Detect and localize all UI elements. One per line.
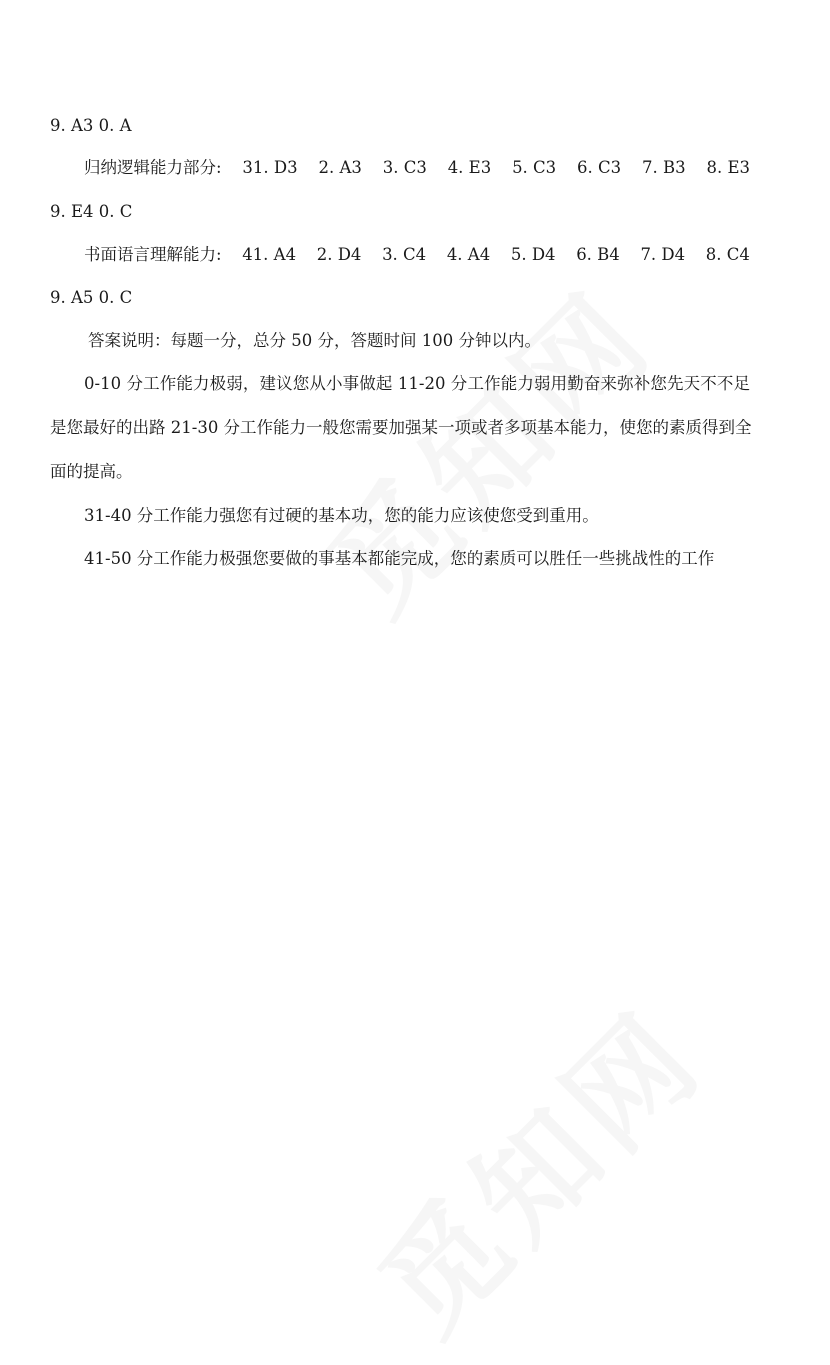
answer-item: 5. C3 bbox=[512, 158, 557, 177]
score-paragraph-line: 面的提高。 bbox=[50, 462, 133, 481]
answer-line: 9. A5 0. C bbox=[50, 288, 133, 307]
answer-item: 7. B3 bbox=[642, 158, 686, 177]
answer-item: 3. C3 bbox=[382, 158, 427, 177]
answer-line: 9. A3 0. A bbox=[50, 116, 132, 135]
score-paragraph-line: 0-10 分工作能力极弱，建议您从小事做起 11-20 分工作能力弱用勤奋来弥补您先天不不足 bbox=[84, 374, 750, 393]
inductive-answers-row bbox=[84, 158, 750, 178]
score-paragraph: 41-50 分工作能力极强您要做的事基本都能完成，您的素质可以胜任一些挑战性的工作 bbox=[84, 549, 715, 568]
answer-item: 2. D4 bbox=[316, 245, 362, 264]
answer-explanation: 答案说明：每题一分，总分 50 分，答题时间 100 分钟以内。 bbox=[88, 331, 541, 350]
answer-item: 4. A4 bbox=[446, 245, 491, 264]
answer-item: 41. A4 bbox=[242, 245, 297, 264]
answer-item: 6. C3 bbox=[577, 158, 622, 177]
answer-line: 9. E4 0. C bbox=[50, 202, 133, 221]
answer-item: 7. D4 bbox=[640, 245, 686, 264]
section-label: 归纳逻辑能力部分: bbox=[84, 158, 222, 177]
answer-item: 3. C4 bbox=[382, 245, 427, 264]
answer-item: 2. A3 bbox=[318, 158, 362, 177]
answer-item: 8. E3 bbox=[706, 158, 750, 177]
answer-item: 31. D3 bbox=[242, 158, 298, 177]
score-paragraph-line: 是您最好的出路 21-30 分工作能力一般您需要加强某一项或者多项基本能力，使您的素质得到全 bbox=[50, 418, 752, 437]
answer-item: 6. B4 bbox=[576, 245, 620, 264]
written-answers-row bbox=[84, 245, 750, 265]
watermark bbox=[336, 967, 733, 1364]
answer-item: 5. D4 bbox=[510, 245, 556, 264]
score-paragraph: 31-40 分工作能力强您有过硬的基本功，您的能力应该使您受到重用。 bbox=[84, 506, 599, 525]
answer-item: 8. C4 bbox=[705, 245, 750, 264]
answer-item: 4. E3 bbox=[447, 158, 492, 177]
section-label: 书面语言理解能力: bbox=[84, 245, 222, 264]
watermark bbox=[286, 245, 686, 644]
